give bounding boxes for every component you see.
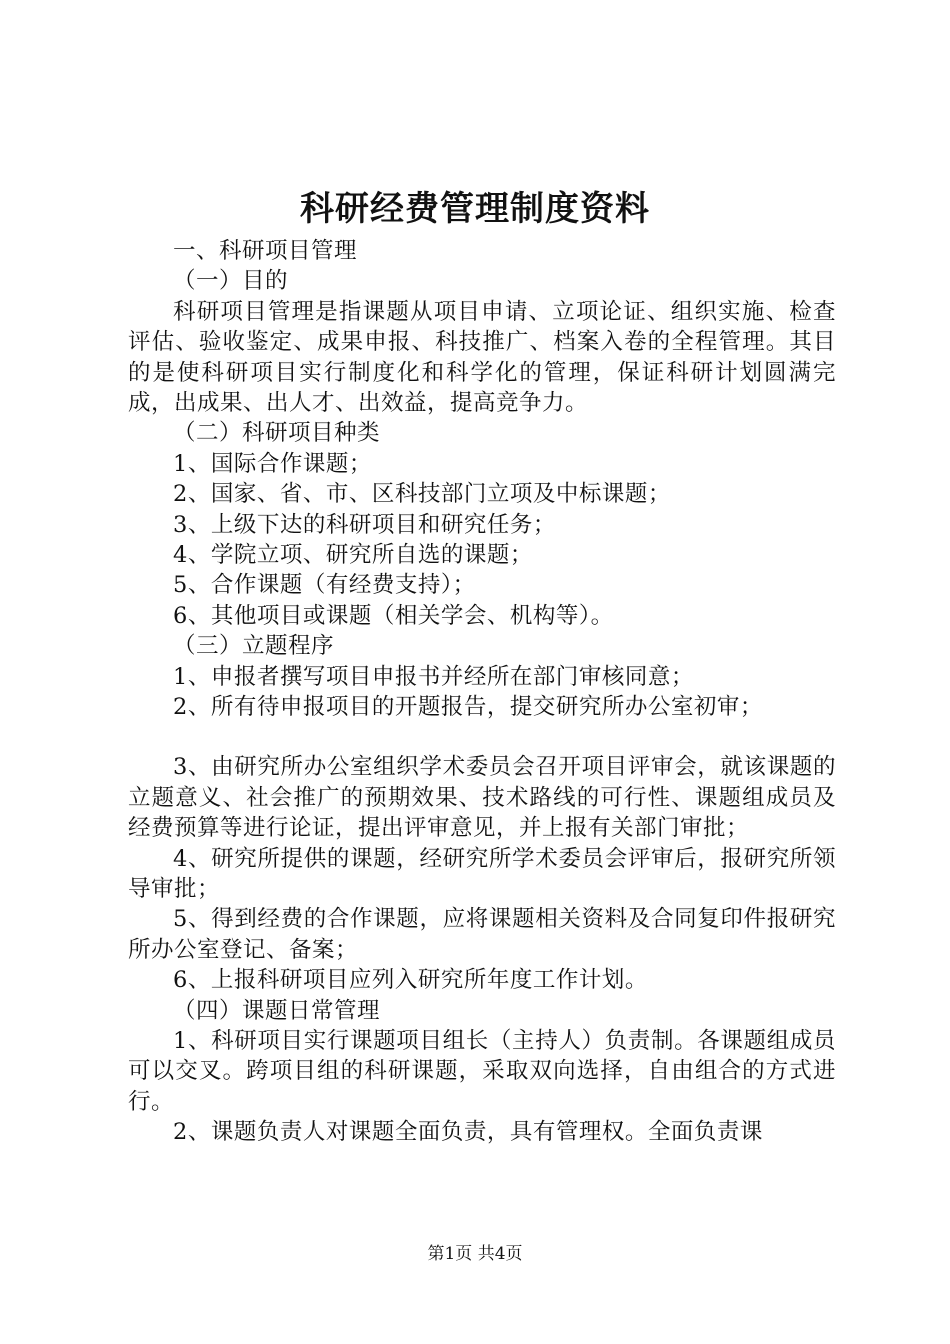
subsection-heading: （一）目的	[173, 268, 289, 295]
blank-line	[128, 722, 836, 752]
list-item: 3、上级下达的科研项目和研究任务；	[173, 511, 556, 538]
document-body	[128, 236, 836, 1148]
subsection-heading: （二）科研项目种类	[173, 420, 381, 447]
paragraph: 科研项目管理是指课题从项目申请、立项论证、组织实施、检查评估、验收鉴定、成果申报、科技推广、档案入卷的全程管理。其目的是使科研项目实行制度化和科学化的管理，保证科研计划圆满完成，出成果、出人才、出效益，提高竞争力。	[128, 298, 836, 416]
list-item: 2、课题负责人对课题全面负责，具有管理权。全面负责课	[173, 1119, 763, 1146]
list-item: 6、其他项目或课题（相关学会、机构等）。	[173, 602, 614, 629]
document-title: 科研经费管理制度资料	[300, 189, 650, 229]
list-item: 1、申报者撰写项目申报书并经所在部门审核同意；	[173, 663, 694, 690]
list-item: 4、研究所提供的课题，经研究所学术委员会评审后，报研究所领导审批；	[128, 845, 836, 902]
list-item: 2、国家、省、市、区科技部门立项及中标课题；	[173, 481, 671, 508]
list-item: 1、科研项目实行课题项目组长（主持人）负责制。各课题组成员可以交叉。跨项目组的科研课题，采取双向选择，自由组合的方式进行。	[128, 1027, 836, 1115]
subsection-heading: （四）课题日常管理	[173, 997, 381, 1024]
list-item: 2、所有待申报项目的开题报告，提交研究所办公室初审；	[173, 693, 763, 720]
list-item: 5、合作课题（有经费支持）；	[173, 572, 476, 599]
section-heading: 一、科研项目管理	[173, 238, 358, 264]
list-item: 6、上报科研项目应列入研究所年度工作计划。	[173, 967, 648, 994]
list-item: 3、由研究所办公室组织学术委员会召开项目评审会，就该课题的立题意义、社会推广的预期效果、技术路线的可行性、课题组成员及经费预算等进行论证，提出评审意见，并上报有关部门审批；	[128, 754, 836, 842]
list-item: 4、学院立项、研究所自选的课题；	[173, 541, 533, 568]
list-item: 1、国际合作课题；	[173, 450, 372, 477]
subsection-heading: （三）立题程序	[173, 633, 335, 660]
page-footer: 第1页 共4页	[427, 1244, 523, 1264]
list-item: 5、得到经费的合作课题，应将课题相关资料及合同复印件报研究所办公室登记、备案；	[128, 906, 836, 963]
